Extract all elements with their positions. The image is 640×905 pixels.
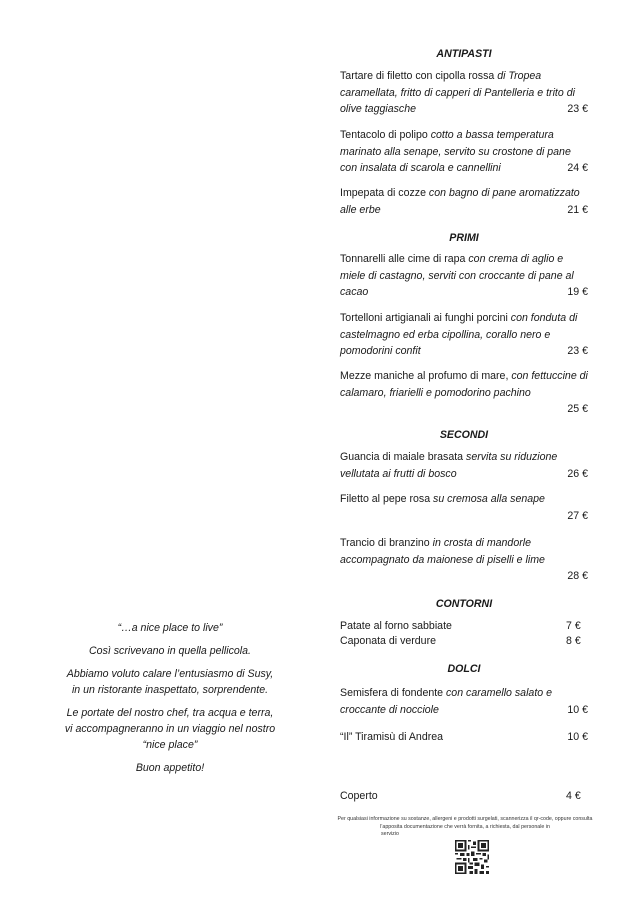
dish-name: Tartare di filetto con cipolla rossa bbox=[340, 70, 498, 82]
dish-name: “Il” Tiramisù di Andrea bbox=[340, 731, 444, 743]
qr-code-icon[interactable] bbox=[455, 840, 489, 874]
menu-item bbox=[340, 310, 588, 360]
section-title-dolci: DOLCI bbox=[447, 663, 481, 675]
dish-name: Trancio di branzino bbox=[340, 537, 433, 549]
dish-name: Caponata di verdure bbox=[340, 635, 436, 647]
section-title-secondi: SECONDI bbox=[439, 429, 489, 441]
coperto-label: Coperto bbox=[340, 790, 378, 802]
menu-item bbox=[340, 633, 588, 650]
intro-text bbox=[62, 620, 278, 783]
menu-item bbox=[340, 535, 588, 585]
dish-name: Patate al forno sabbiate bbox=[340, 620, 452, 632]
intro-quote: “…a nice place to live” bbox=[117, 622, 223, 634]
coperto-row bbox=[340, 788, 588, 805]
dish-name: Guancia di maiale brasata bbox=[340, 451, 467, 463]
section-title-antipasti: ANTIPASTI bbox=[436, 48, 492, 60]
allergen-notice-last: servizio bbox=[381, 831, 399, 837]
dish-description: con fettuccine di calamaro, friarielli e pomodorino pachino bbox=[340, 370, 588, 399]
dish-price: 27 € bbox=[567, 509, 588, 522]
dish-name: Semisfera di fondente bbox=[340, 687, 446, 699]
dish-description: servita su riduzione vellutata ai frutti di bosco bbox=[340, 451, 558, 480]
intro-closing: Buon appetito! bbox=[135, 762, 205, 774]
section-title-primi: PRIMI bbox=[449, 232, 479, 244]
dish-name: Impepata di cozze bbox=[340, 187, 429, 199]
dish-price: 7 € bbox=[566, 620, 581, 632]
dish-price: 24 € bbox=[567, 162, 588, 174]
dish-description: in crosta di mandorle accompagnato da maionese di piselli e lime bbox=[340, 537, 545, 566]
menu-item bbox=[340, 729, 588, 746]
dish-price: 21 € bbox=[567, 203, 588, 216]
dish-price: 23 € bbox=[567, 345, 588, 357]
menu-item bbox=[340, 449, 588, 482]
coperto-price: 4 € bbox=[566, 790, 581, 802]
dish-price: 25 € bbox=[567, 403, 588, 415]
dish-name: Tonnarelli alle cime di rapa bbox=[340, 253, 469, 265]
intro-line-1: Così scrivevano in quella pellicola. bbox=[89, 645, 251, 657]
intro-line-3: Le portate del nostro chef, tra acqua e terra, vi accompagneranno in un viaggio nel nostro “nice place” bbox=[64, 707, 276, 751]
dish-price: 26 € bbox=[567, 467, 588, 480]
dish-description: con fonduta di castelmagno ed erba cipollina, corallo nero e pomodorini confit bbox=[340, 312, 578, 357]
dish-description: con bagno di pane aromatizzato alle erbe bbox=[340, 187, 580, 216]
dish-description: cotto a bassa temperatura marinato alla senape, servito su crostone di pane con insalata di scarola e cannellini bbox=[340, 129, 571, 174]
menu-item bbox=[340, 251, 588, 301]
dish-price: 10 € bbox=[567, 731, 588, 743]
dish-price: 28 € bbox=[567, 570, 588, 582]
dish-price: 19 € bbox=[567, 286, 588, 298]
dish-price: 10 € bbox=[567, 703, 588, 716]
dish-price: 23 € bbox=[567, 103, 588, 115]
dish-name: Filetto al pepe rosa bbox=[340, 493, 434, 505]
menu-item bbox=[340, 368, 588, 418]
dish-name: Tentacolo di polipo bbox=[340, 129, 431, 141]
dish-description: su cremosa alla senape bbox=[433, 493, 545, 505]
menu-item bbox=[340, 127, 588, 177]
menu-item bbox=[340, 491, 588, 524]
dish-description: con crema di aglio e miele di castagno, serviti con croccante di pane al cacao bbox=[340, 253, 574, 298]
dish-name: Mezze maniche al profumo di mare, bbox=[340, 370, 512, 382]
allergen-notice-text: Per qualsiasi informazione su sostanze, allergeni e prodotti surgelati, scannerizza il qr-code, oppure consulta l’apposita documentazione che verrà fornita, a richiesta, dal personale in bbox=[337, 816, 593, 830]
dish-price: 8 € bbox=[566, 635, 581, 647]
section-title-contorni: CONTORNI bbox=[435, 598, 493, 610]
allergen-notice bbox=[335, 816, 595, 839]
menu-item bbox=[340, 68, 588, 118]
intro-line-2: Abbiamo voluto calare l’entusiasmo di Susy, in un ristorante inaspettato, sorprendente. bbox=[66, 668, 274, 696]
dish-description: con caramello salato e croccante di nocciole bbox=[340, 687, 552, 716]
menu-item bbox=[340, 685, 588, 718]
dish-name: Tortelloni artigianali ai funghi porcini bbox=[340, 312, 511, 324]
menu-item bbox=[340, 185, 588, 218]
dish-description: di Tropea caramellata, fritto di capperi di Pantelleria e trito di olive taggiasche bbox=[340, 70, 575, 115]
